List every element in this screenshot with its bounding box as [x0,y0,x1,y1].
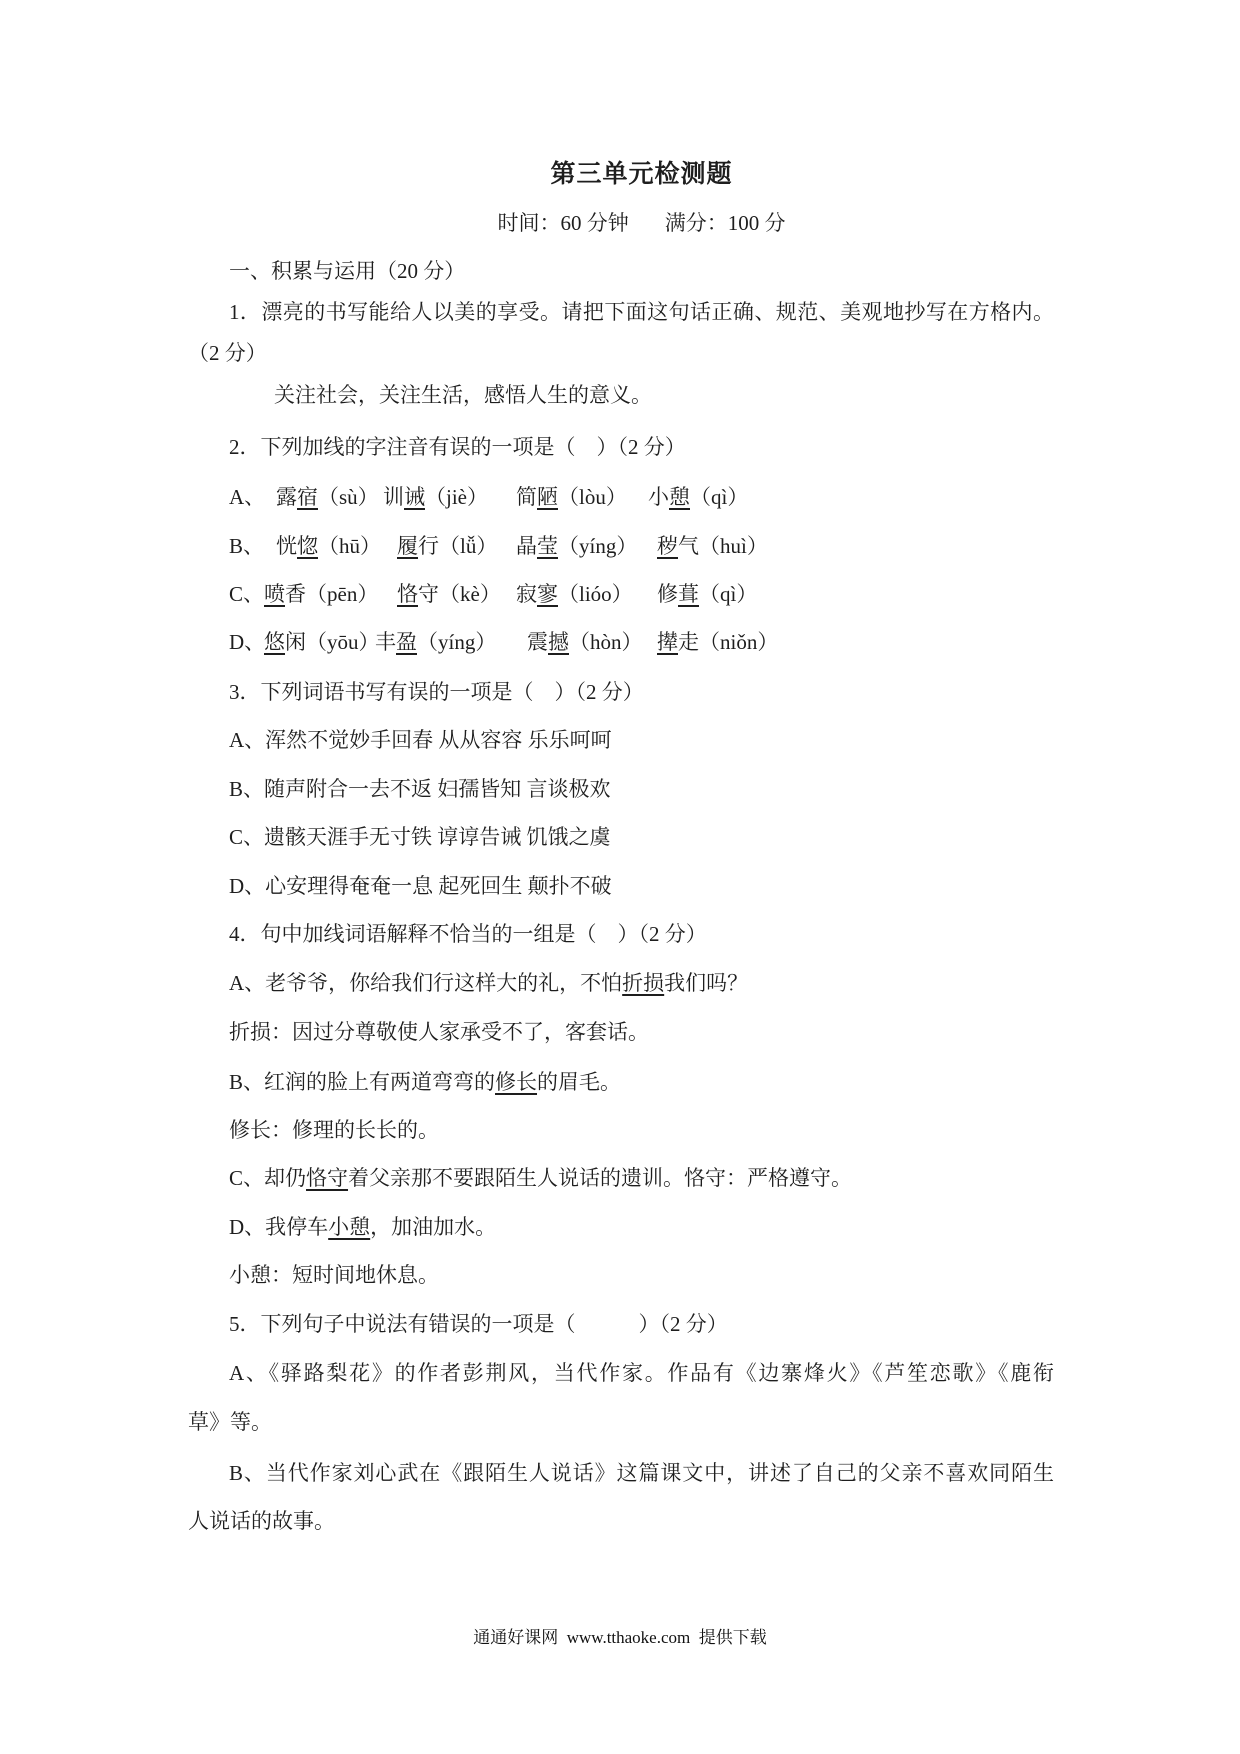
underlined-char: 惚 [297,534,318,558]
pinyin-item [276,531,381,561]
underlined-char: 宿 [297,485,318,509]
q5-stem: 5．下列句子中说法有错误的一项是（ ）（2 分） [229,1312,728,1336]
pinyin: （jiè） [425,485,488,509]
word-char: 修 [657,582,678,606]
option-label: A、 [229,485,266,509]
underlined-term: 修长 [495,1070,538,1094]
exam-info [229,208,1054,238]
pinyin: （kè） [439,582,501,606]
pinyin: （pēn） [306,582,379,606]
q5-option-a-line: A、《驿路梨花》的作者彭荆风，当代作家。作品有《边寨烽火》《芦笙恋歌》《鹿衔 [229,1361,1054,1385]
word-char: 守 [418,582,439,606]
q4-option-b [229,1067,621,1097]
full-score: 满分：100 分 [664,211,786,235]
page-footer: 通通好课网 www.tthaoke.com 提供下载 [473,1628,767,1647]
underlined-char: 喷 [264,582,285,606]
pinyin: （huì） [699,534,768,558]
underlined-char: 葺 [678,582,699,606]
pinyin: （yíng） [558,534,638,558]
option-label: C、 [229,582,265,606]
pinyin-item [375,627,496,657]
q4-option-c [229,1163,852,1193]
pinyin: （hū） [318,534,381,558]
underlined-char: 憩 [669,485,690,509]
option-text: 的眉毛。 [537,1070,622,1094]
q4-option-a-explanation: 折损：因过分尊敬使人家承受不了，客套话。 [229,1020,649,1044]
document-title: 第三单元检测题 [550,161,733,188]
word-char: 气 [678,534,699,558]
word-char: 走 [678,630,699,654]
q1-stem-line: 1．漂亮的书写能给人以美的享受。请把下面这句话正确、规范、美观地抄写在方格内。 [229,300,1054,324]
option-label: B、 [229,534,265,558]
q5-option-b-line: B、当代作家刘心武在《跟陌生人说话》这篇课文中，讲述了自己的父亲不喜欢同陌生 [229,1461,1054,1485]
q1-stem-line: （2 分） [188,341,267,365]
underlined-char: 悠 [264,630,285,654]
q3-option-b: B、随声附合一去不返 妇孺皆知 言谈极欢 [229,777,611,801]
pinyin-item [657,627,778,657]
q2-option-b [229,531,1054,561]
underlined-char: 诫 [404,485,425,509]
underlined-term: 小憩 [328,1215,371,1239]
underlined-char: 莹 [537,534,558,558]
q1-copy-sentence: 关注社会，关注生活，感悟人生的意义。 [274,383,652,407]
option-text: A、老爷爷，你给我们行这样大的礼，不怕 [229,971,623,995]
underlined-char: 撼 [548,630,569,654]
underlined-char: 撵 [657,630,678,654]
option-text: ，加油加水。 [370,1215,497,1239]
pinyin: （niǒn） [699,630,779,654]
underlined-term: 恪守 [306,1166,349,1190]
q3-option-c: C、遗骸天涯手无寸铁 谆谆告诫 饥饿之虞 [229,825,611,849]
underlined-char: 盈 [396,630,417,654]
pinyin-item [397,579,501,609]
pinyin-item [383,482,488,512]
underlined-char: 履 [397,534,418,558]
pinyin-item [264,627,380,657]
pinyin: （hòn） [569,630,643,654]
word-char: 闲 [285,630,306,654]
q5-option-b-line: 人说话的故事。 [188,1509,335,1533]
pinyin: （sù） [318,485,379,509]
pinyin-item [657,579,757,609]
word-char: 丰 [375,630,396,654]
word-char: 训 [383,485,404,509]
word-char: 行 [418,534,439,558]
word-char: 简 [516,485,537,509]
underlined-term: 折损 [622,971,665,995]
pinyin-item [516,482,627,512]
q3-stem: 3．下列词语书写有误的一项是（ ）（2 分） [229,680,644,704]
pinyin-item [657,531,768,561]
pinyin: （lòu） [558,485,627,509]
option-text: 我们吗？ [664,971,749,995]
pinyin: （qì） [690,485,749,509]
option-text: 着父亲那不要跟陌生人说话的遗训。恪守：严格遵守。 [348,1166,853,1190]
underlined-char: 恪 [397,582,418,606]
pinyin-item [397,531,497,561]
word-char: 晶 [516,534,537,558]
q4-option-d [229,1212,496,1242]
q4-option-d-explanation: 小憩：短时间地休息。 [229,1263,439,1287]
q5-option-a-line: 草》等。 [188,1410,272,1434]
option-label: D、 [229,630,266,654]
pinyin-item [648,482,748,512]
pinyin-item [516,579,633,609]
word-char: 震 [527,630,548,654]
q3-option-d: D、心安理得奄奄一息 起死回生 颠扑不破 [229,874,612,898]
pinyin-item [516,531,637,561]
pinyin: （yōu） [306,630,380,654]
pinyin-item [527,627,643,657]
pinyin: （lǚ） [439,534,498,558]
q2-option-c [229,579,1054,609]
q2-option-d [229,627,1054,657]
word-char: 恍 [276,534,297,558]
option-text: C、却仍 [229,1166,307,1190]
q2-stem: 2．下列加线的字注音有误的一项是（ ）（2 分） [229,435,686,459]
q4-stem: 4．句中加线词语解释不恰当的一组是（ ）（2 分） [229,922,707,946]
option-text: D、我停车 [229,1215,329,1239]
q4-option-a [229,968,748,998]
underlined-char: 秽 [657,534,678,558]
q2-option-a [229,482,1054,512]
section-heading: 一、积累与运用（20 分） [229,259,466,283]
pinyin: （yíng） [417,630,497,654]
underlined-char: 寥 [537,582,558,606]
word-char: 露 [276,485,297,509]
pinyin: （lióo） [558,582,633,606]
underlined-char: 陋 [537,485,558,509]
pinyin-item [264,579,378,609]
option-text: B、红润的脸上有两道弯弯的 [229,1070,496,1094]
word-char: 小 [648,485,669,509]
time-limit: 时间：60 分钟 [497,211,629,235]
q3-option-a: A、浑然不觉妙手回春 从从容容 乐乐呵呵 [229,728,612,752]
pinyin-item [276,482,379,512]
word-char: 香 [285,582,306,606]
word-char: 寂 [516,582,537,606]
pinyin: （qì） [699,582,758,606]
q4-option-b-explanation: 修长：修理的长长的。 [229,1118,439,1142]
